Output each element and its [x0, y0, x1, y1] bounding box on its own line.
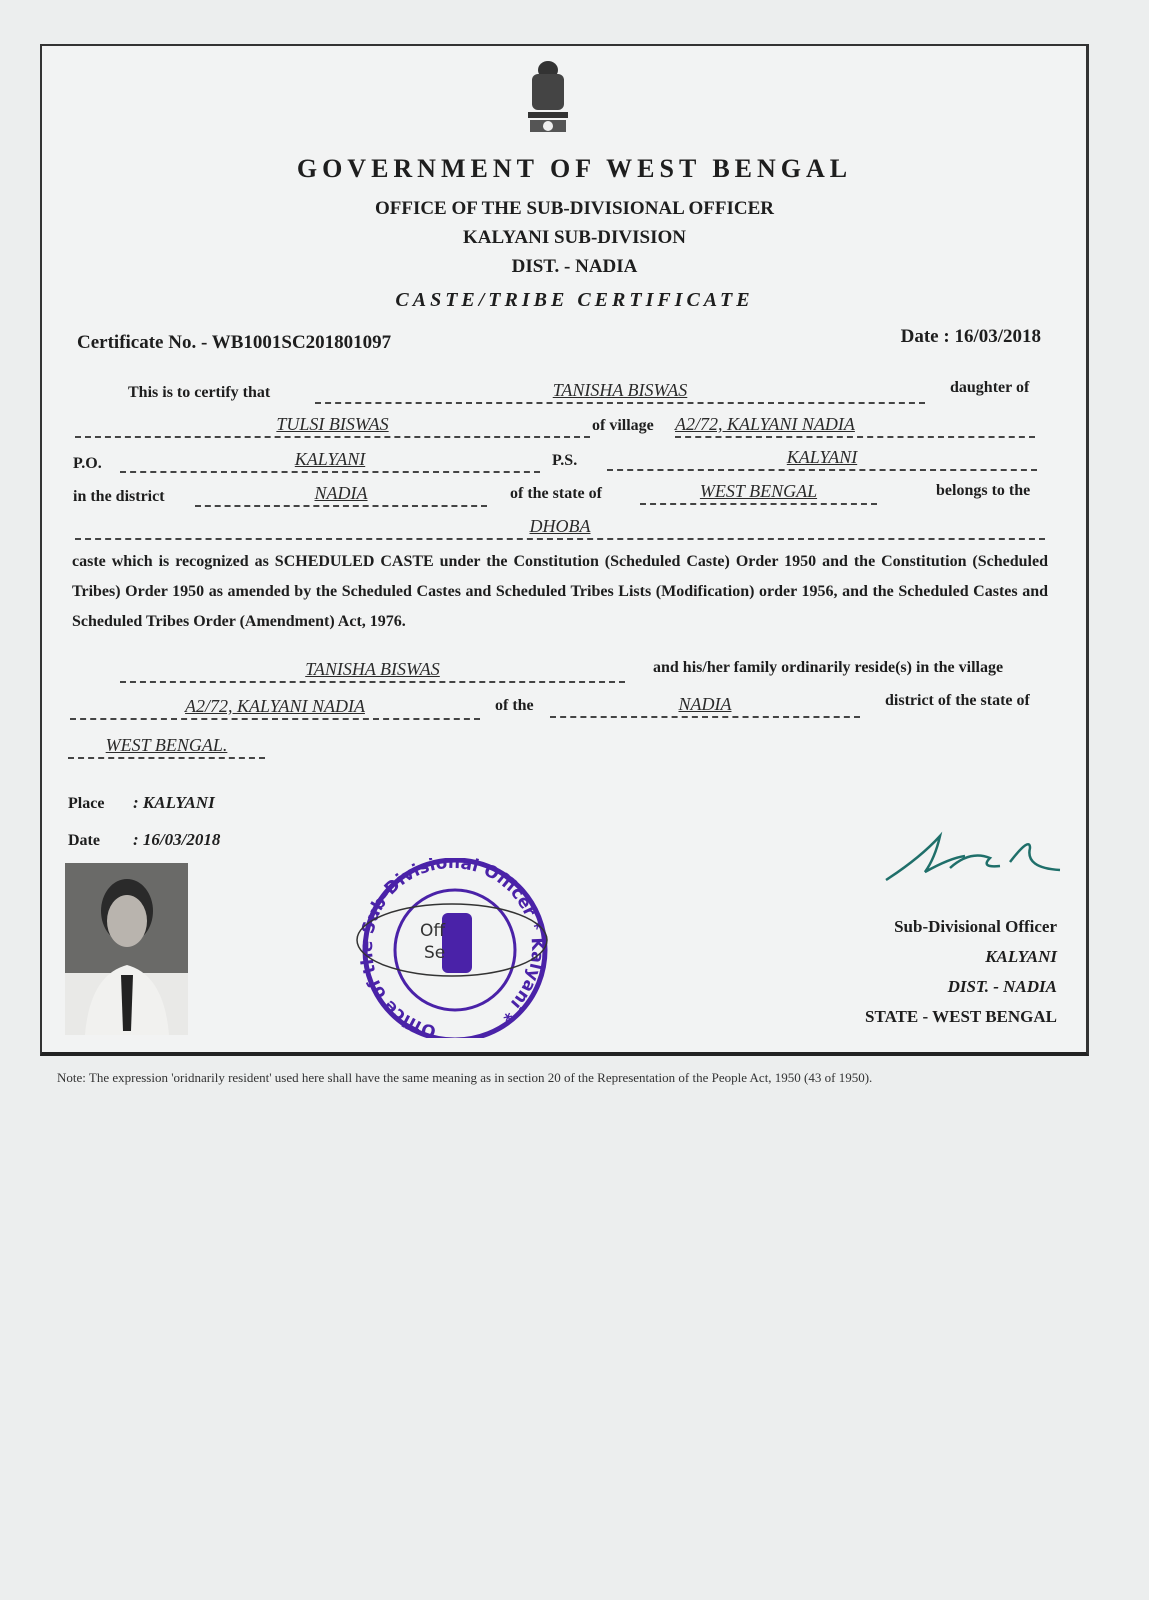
resident-name-field: TANISHA BISWAS [120, 657, 625, 683]
office-stamp [352, 858, 552, 1038]
ps-field: KALYANI [607, 445, 1037, 471]
certificate-no-value: WB1001SC201801097 [211, 332, 392, 353]
belongs-label: belongs to the [936, 482, 1031, 499]
svg-text:Office of the Sub-Divisional O: Office of the Sub-Divisional Officer * Kalyani * [356, 858, 548, 1038]
parent-name-field: TULSI BISWAS [75, 412, 590, 438]
footer-date-value: : 16/03/2018 [133, 830, 221, 849]
resident-district-field: NADIA [550, 692, 860, 718]
place-value: : KALYANI [133, 793, 215, 812]
place-label: Place [68, 795, 105, 812]
svg-text:Off: Off [420, 921, 446, 941]
state-label: of the state of [510, 485, 602, 502]
district-field: NADIA [195, 481, 487, 507]
signatory-place: KALYANI [985, 947, 1057, 966]
government-title: GOVERNMENT OF WEST BENGAL [296, 154, 853, 183]
signatory-district: DIST. - NADIA [947, 977, 1057, 996]
name-field: TANISHA BISWAS [315, 378, 925, 404]
certificate-title: CASTE/TRIBE CERTIFICATE [395, 289, 754, 311]
certificate-no-label: Certificate No. - [77, 332, 212, 353]
date-value: 16/03/2018 [954, 326, 1041, 347]
legal-paragraph: caste which is recognized as SCHEDULED CASTE under the Constitution (Scheduled Caste) Order 1950 and the Constitution (Scheduled Tribes) Order 1950 as amended by the Scheduled Castes and Scheduled Tribes Lists (Modification) order 1956, and the Scheduled Castes and Scheduled Tribes Order (Amendment) Act, 1976. [72, 553, 1048, 630]
district-title: DIST. - NADIA [511, 256, 638, 277]
signatory-state: STATE - WEST BENGAL [865, 1007, 1057, 1026]
caste-field: DHOBA [75, 514, 1045, 540]
state-field: WEST BENGAL [640, 479, 877, 505]
footnote: Note: The expression 'oridnarily resident' used here shall have the same meaning as in section 20 of the Representation of the People Act, 1950 (43 of 1950). [57, 1070, 873, 1085]
svg-text:Se: Se [424, 943, 446, 963]
national-emblem-icon [518, 56, 578, 140]
relation-label: daughter of [950, 379, 1030, 396]
village-field: A2/72, KALYANI NADIA [675, 412, 1035, 438]
village-label: of village [592, 417, 654, 434]
date-label: Date : [900, 326, 955, 347]
resident-state-field: WEST BENGAL. [68, 733, 265, 759]
po-label: P.O. [73, 455, 102, 472]
signatory-title: Sub-Divisional Officer [894, 917, 1057, 936]
of-the-label: of the [495, 697, 534, 714]
office-title: OFFICE OF THE SUB-DIVISIONAL OFFICER [374, 198, 775, 219]
certificate-number [77, 332, 391, 354]
district-label: in the district [73, 488, 165, 505]
issue-date [901, 326, 1041, 348]
ps-label: P.S. [552, 452, 578, 469]
subdivision-title: KALYANI SUB-DIVISION [463, 227, 686, 248]
reside-label: and his/her family ordinarily reside(s) in the village [653, 659, 1004, 676]
certify-label: This is to certify that [128, 384, 271, 401]
footer-date-label: Date [68, 832, 100, 849]
po-field: KALYANI [120, 447, 540, 473]
applicant-photo [65, 863, 188, 1035]
resident-village-field: A2/72, KALYANI NADIA [70, 694, 480, 720]
district-of-state-label: district of the state of [885, 692, 1030, 709]
signature [880, 828, 1070, 888]
